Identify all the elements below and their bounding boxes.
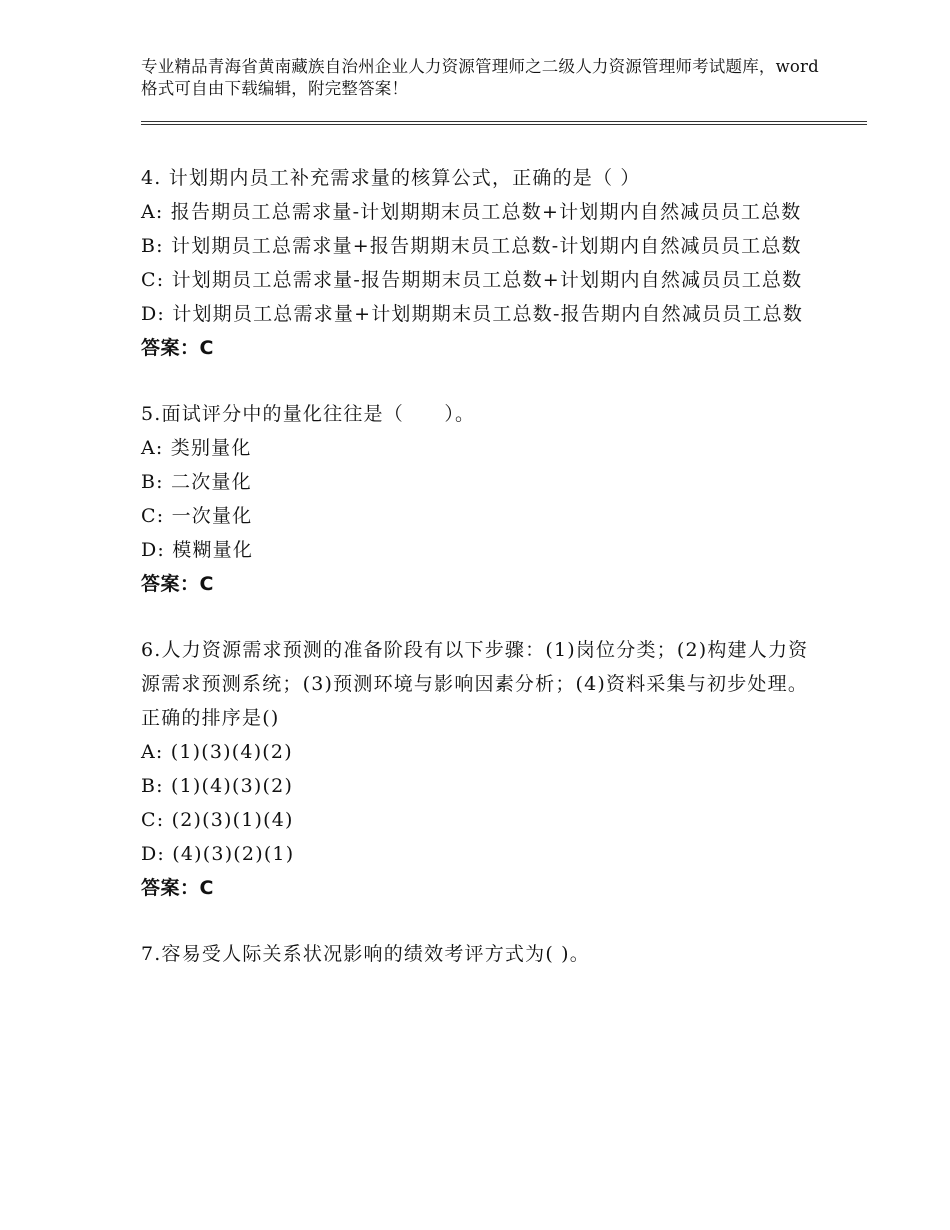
option-a: A: (1)(3)(4)(2) [141, 741, 293, 763]
option-c: C: 一次量化 [141, 505, 253, 527]
question-5 [141, 397, 821, 601]
question-list [141, 161, 821, 971]
answer: 答案：C [141, 877, 214, 899]
option-d: D: 模糊量化 [141, 539, 254, 561]
option-c: C: 计划期员工总需求量-报告期期末员工总数+计划期内自然减员员工总数 [141, 269, 803, 291]
question-6 [141, 633, 821, 905]
answer: 答案：C [141, 337, 214, 359]
option-b: B: (1)(4)(3)(2) [141, 775, 294, 797]
question-stem: 5.面试评分中的量化往往是（ ）。 [141, 403, 476, 425]
option-a: A: 报告期员工总需求量-计划期期末员工总数+计划期内自然减员员工总数 [141, 201, 802, 223]
option-c: C: (2)(3)(1)(4) [141, 809, 294, 831]
question-stem: 6.人力资源需求预测的准备阶段有以下步骤：(1)岗位分类；(2)构建人力资源需求预测系统；(3)预测环境与影响因素分析；(4)资料采集与初步处理。正确的排序是() [141, 639, 809, 729]
question-7 [141, 937, 821, 971]
option-d: D: (4)(3)(2)(1) [141, 843, 295, 865]
header-divider-top [141, 121, 867, 122]
header-divider-bottom [141, 124, 867, 125]
question-4 [141, 161, 821, 365]
option-a: A: 类别量化 [141, 437, 252, 459]
option-b: B: 计划期员工总需求量+报告期期末员工总数-计划期内自然减员员工总数 [141, 235, 802, 257]
option-d: D: 计划期员工总需求量+计划期期末员工总数-报告期内自然减员员工总数 [141, 303, 804, 325]
question-stem: 7.容易受人际关系状况影响的绩效考评方式为( )。 [141, 943, 590, 965]
answer: 答案：C [141, 573, 214, 595]
document-header: 专业精品青海省黄南藏族自治州企业人力资源管理师之二级人力资源管理师考试题库，word格式可自由下载编辑，附完整答案！ [141, 57, 819, 98]
question-stem: 4. 计划期内员工补充需求量的核算公式，正确的是（ ） [141, 167, 641, 189]
option-b: B: 二次量化 [141, 471, 252, 493]
